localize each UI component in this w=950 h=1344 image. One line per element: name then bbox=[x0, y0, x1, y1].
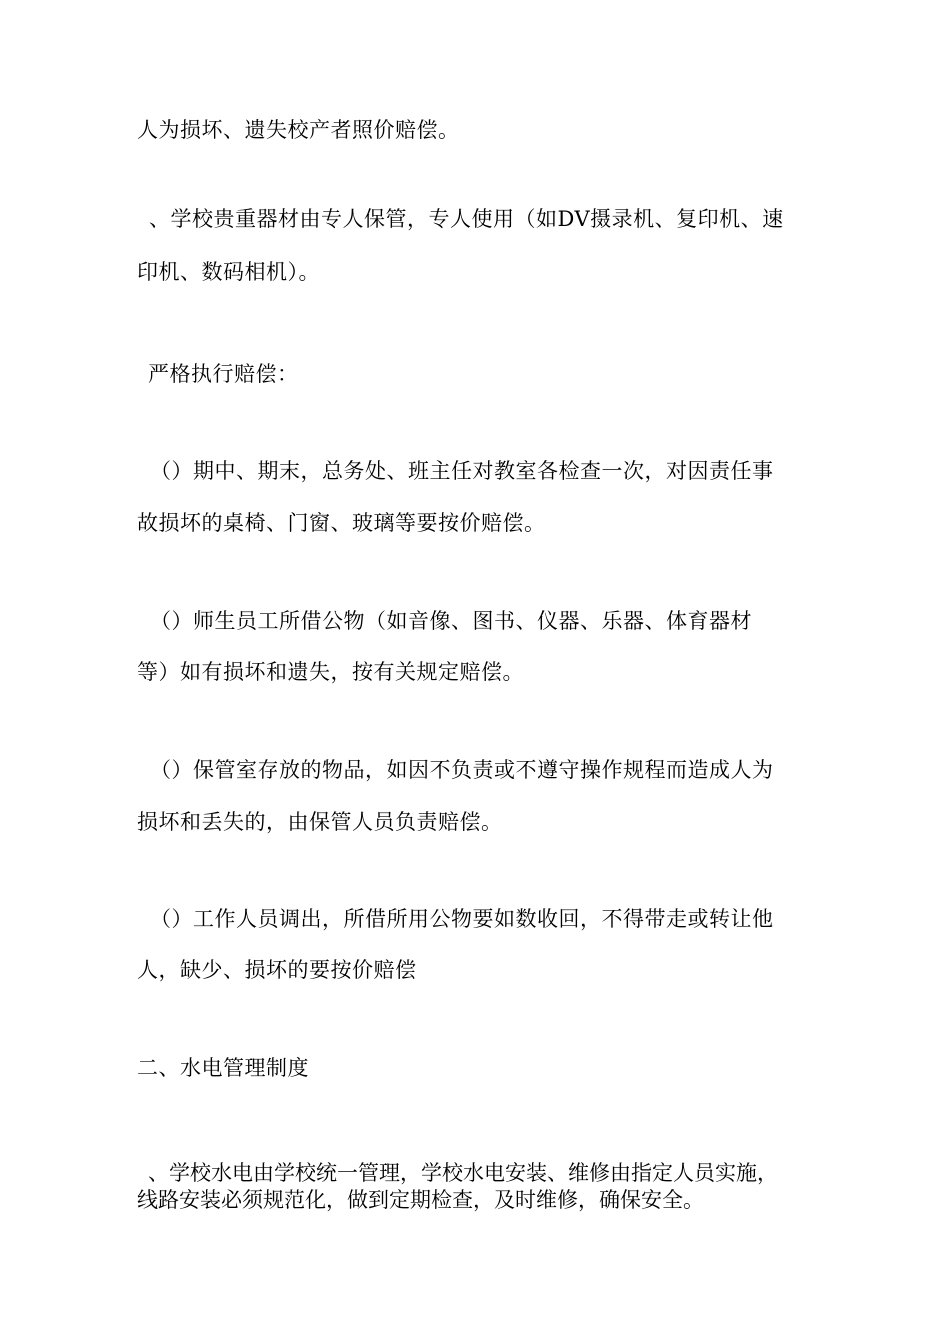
text-line-1: 人为损坏、遗失校产者照价赔偿。 bbox=[137, 118, 460, 142]
section-heading-compensation: 严格执行赔偿： bbox=[148, 362, 299, 386]
text-line-11: （）工作人员调出，所借所用公物要如数收回，不得带走或转让他 bbox=[150, 907, 774, 931]
text-line-15: 线路安装必须规范化，做到定期检查，及时维修，确保安全。 bbox=[137, 1188, 704, 1212]
text-line-2: 、学校贵重器材由专人保管，专人使用（如DV摄录机、复印机、速 bbox=[149, 207, 784, 231]
text-line-10: 损坏和丢失的，由保管人员负责赔偿。 bbox=[137, 810, 503, 834]
text-line-9: （）保管室存放的物品，如因不负责或不遵守操作规程而造成人为 bbox=[150, 758, 774, 782]
text-line-14: 、学校水电由学校统一管理，学校水电安装、维修由指定人员实施， bbox=[148, 1161, 778, 1185]
section-heading-water-electricity: 二、水电管理制度 bbox=[137, 1056, 309, 1080]
text-line-8: 等）如有损坏和遗失，按有关规定赔偿。 bbox=[137, 660, 524, 684]
text-line-6: 故损坏的桌椅、门窗、玻璃等要按价赔偿。 bbox=[137, 511, 546, 535]
text-line-5: （）期中、期末，总务处、班主任对教室各检查一次，对因责任事 bbox=[150, 459, 774, 483]
text-line-3: 印机、数码相机）。 bbox=[137, 260, 320, 284]
text-line-7: （）师生员工所借公物（如音像、图书、仪器、乐器、体育器材 bbox=[150, 609, 752, 633]
text-line-12: 人，缺少、损坏的要按价赔偿 bbox=[137, 958, 417, 982]
